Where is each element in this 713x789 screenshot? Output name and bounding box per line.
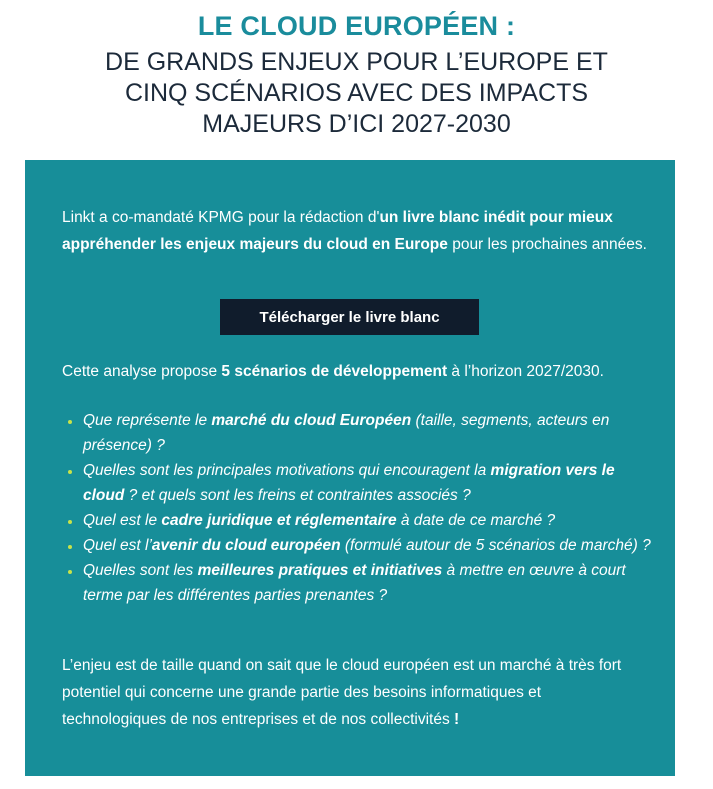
- page-subtitle: [0, 47, 713, 140]
- closing-text: L’enjeu est de taille quand on sait que le cloud européen est un marché à très fort potentiel qui concerne une grande partie des besoins informatiques et technologiques de nos entreprises et de nos collectivités: [62, 657, 622, 728]
- question-text: Quel est le: [83, 512, 162, 529]
- bullet-icon: [68, 570, 72, 574]
- analysis-text: Cette analyse propose: [62, 363, 222, 380]
- closing-exclamation: !: [454, 711, 460, 728]
- list-item: [62, 558, 652, 608]
- list-item: [62, 533, 652, 558]
- bullet-icon: [68, 470, 72, 474]
- bullet-icon: [68, 545, 72, 549]
- question-text: Quelles sont les principales motivations qui encouragent la: [83, 462, 491, 479]
- analysis-highlight: 5 scénarios de développement: [221, 363, 448, 380]
- question-text: Que représente le: [83, 412, 212, 429]
- bullet-icon: [68, 420, 72, 424]
- intro-paragraph: [62, 204, 647, 258]
- analysis-paragraph: [62, 358, 652, 385]
- subtitle-line: DE GRANDS ENJEUX POUR L’EUROPE ET: [105, 48, 608, 76]
- subtitle-line: CINQ SCÉNARIOS AVEC DES IMPACTS: [124, 79, 589, 107]
- list-item: [62, 458, 652, 508]
- list-item: [62, 408, 652, 458]
- question-text: Quel est l’: [83, 537, 152, 554]
- question-text-end: à mettre en œuvre à court terme par les différentes parties prenantes ?: [83, 562, 626, 604]
- bullet-icon: [68, 520, 72, 524]
- question-highlight: migration vers le cloud: [83, 462, 615, 504]
- download-whitepaper-button[interactable]: Télécharger le livre blanc: [220, 299, 479, 335]
- questions-list: [62, 408, 652, 608]
- question-text-end: (taille, segments, acteurs en présence) ?: [83, 412, 610, 454]
- question-highlight: meilleures pratiques et initiatives: [197, 562, 443, 579]
- analysis-text-end: à l’horizon 2027/2030.: [447, 363, 604, 380]
- question-highlight: marché du cloud Européen: [211, 412, 412, 429]
- content-panel: [25, 160, 675, 776]
- subtitle-line: MAJEURS D’ICI 2027-2030: [202, 110, 511, 138]
- question-text-end: (formulé autour de 5 scénarios de marché) ?: [340, 537, 651, 554]
- intro-highlight: un livre blanc inédit pour mieux appréhender les enjeux majeurs du cloud en Europe: [62, 209, 613, 253]
- intro-text: Linkt a co-mandaté KPMG pour la rédaction d': [62, 209, 380, 226]
- intro-text-end: pour les prochaines années.: [447, 236, 647, 253]
- closing-paragraph: [62, 652, 647, 733]
- question-text: Quelles sont les: [83, 562, 198, 579]
- question-highlight: avenir du cloud européen: [151, 537, 341, 554]
- question-highlight: cadre juridique et réglementaire: [161, 512, 397, 529]
- page-title: LE CLOUD EUROPÉEN :: [197, 11, 516, 41]
- question-text-end: ? et quels sont les freins et contraintes associés ?: [124, 487, 471, 504]
- list-item: [62, 508, 652, 533]
- question-text-end: à date de ce marché ?: [396, 512, 556, 529]
